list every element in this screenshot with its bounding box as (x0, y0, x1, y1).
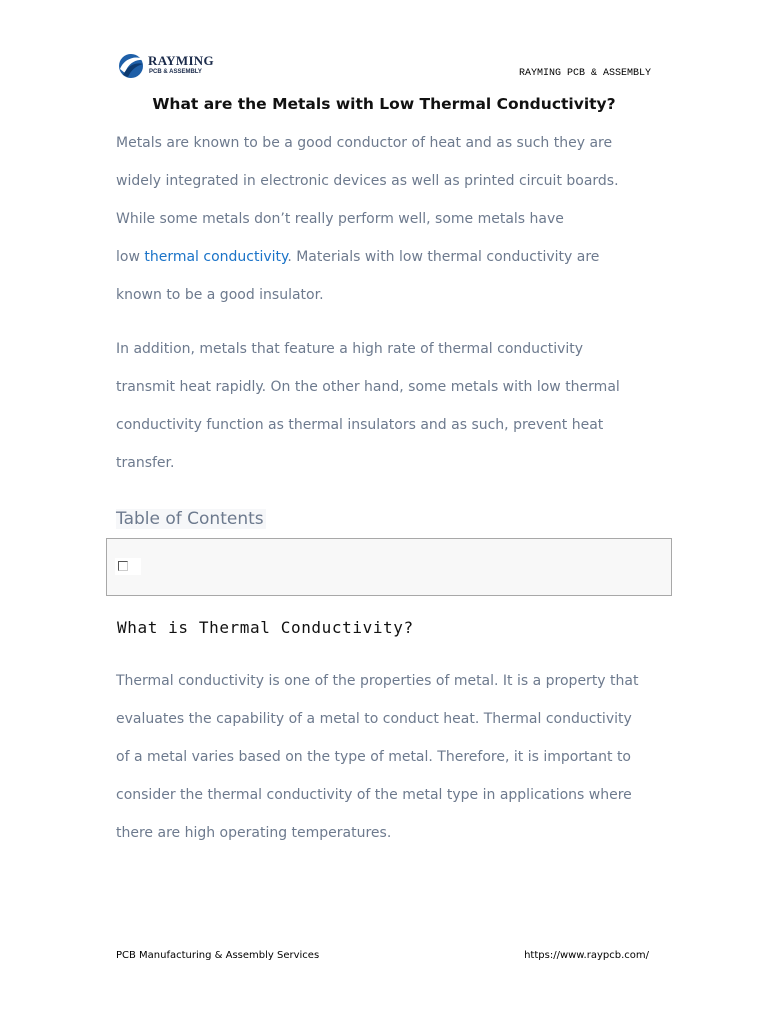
page-title: What are the Metals with Low Thermal Conductivity? (152, 95, 616, 113)
logo-tagline: PCB & ASSEMBLY (149, 69, 202, 75)
checkbox-icon[interactable] (118, 561, 128, 571)
toc-heading: Table of Contents (116, 509, 264, 529)
para2-line-1: In addition, metals that feature a high rate of thermal conductivity (116, 341, 584, 357)
para2-line-2: transmit heat rapidly. On the other hand, some metals with low thermal (116, 379, 620, 395)
second-paragraph (116, 341, 661, 481)
section-heading-thermal-conductivity: What is Thermal Conductivity? (117, 618, 414, 637)
toc-container (106, 538, 672, 596)
footer-url[interactable]: https://www.raypcb.com/ (524, 950, 649, 961)
section1-line-5: there are high operating temperatures. (116, 825, 392, 841)
section1-line-2: evaluates the capability of a metal to conduct heat. Thermal conductivity (116, 711, 632, 727)
intro-line-4-start: low (116, 249, 145, 265)
para2-line-3: conductivity function as thermal insulators and as such, prevent heat (116, 417, 604, 433)
section1-line-3: of a metal varies based on the type of metal. Therefore, it is important to (116, 749, 631, 765)
intro-line-1: Metals are known to be a good conductor of heat and as such they are (116, 135, 613, 151)
thermal-conductivity-paragraph (116, 673, 661, 848)
para2-line-4: transfer. (116, 455, 175, 471)
rayming-logo (116, 50, 226, 82)
footer-services: PCB Manufacturing & Assembly Services (116, 950, 320, 961)
intro-line-2: widely integrated in electronic devices as well as printed circuit boards. (116, 173, 619, 189)
toc-toggle[interactable] (115, 558, 141, 575)
intro-line-4 (116, 249, 599, 265)
intro-line-4-end: . Materials with low thermal conductivity are (287, 249, 600, 265)
logo-name: RAYMING (148, 53, 214, 68)
intro-line-5: known to be a good insulator. (116, 287, 324, 303)
section1-line-4: consider the thermal conductivity of the metal type in applications where (116, 787, 632, 803)
thermal-conductivity-link[interactable]: thermal conductivity (144, 249, 288, 265)
rayming-swoosh-logo-icon (116, 51, 146, 81)
intro-paragraph (116, 135, 661, 310)
intro-line-3: While some metals don’t really perform well, some metals have (116, 211, 564, 227)
header-company-name: RAYMING PCB & ASSEMBLY (518, 68, 651, 79)
section1-line-1: Thermal conductivity is one of the properties of metal. It is a property that (116, 673, 639, 689)
